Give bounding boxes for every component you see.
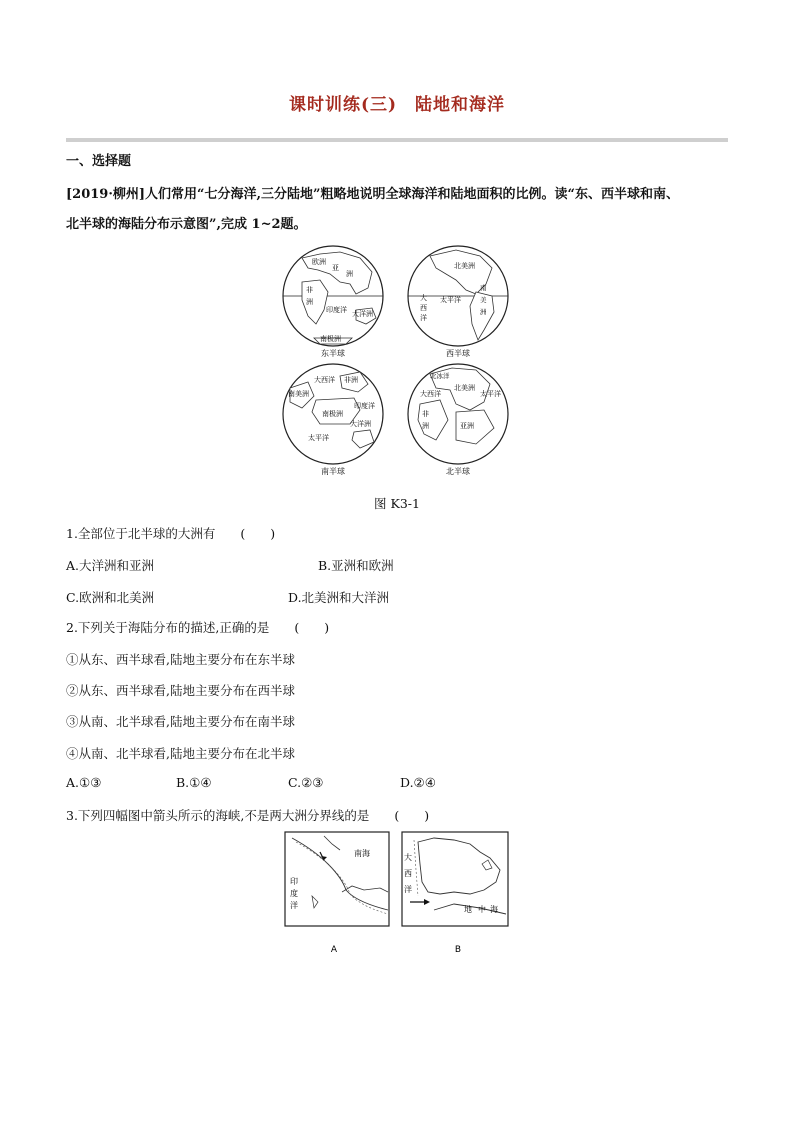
q2-option-b[interactable]: B.①④ [176,775,212,790]
hemisphere-figure [280,244,516,484]
east-label-asia-2: 洲 [346,270,353,278]
page-title: 课时训练(三) 陆地和海洋 [288,95,506,115]
east-label-asia-1: 亚 [332,264,339,272]
q2-item-2: ②从东、西半球看,陆地主要分布在西半球 [66,683,295,698]
south-label-south-america: 南美洲 [288,390,309,398]
section-heading: 一、选择题 [66,154,132,169]
q2-stem: 2.下列关于海陆分布的描述,正确的是 ( ) [66,620,330,635]
east-label-indian-ocean: 印度洋 [326,306,347,314]
map-a-label-indian-2: 度 [290,889,298,898]
map-a [285,832,389,955]
west-label-atlantic-1: 大 [420,294,427,302]
intro-line-2: 北半球的海陆分布示意图”,完成 1~2题。 [66,217,307,232]
strait-maps [284,830,514,960]
east-caption: 东半球 [321,349,345,358]
west-hemisphere-map [408,246,508,358]
map-a-label-indian-3: 洋 [290,901,298,910]
north-label-atlantic: 大西洋 [420,390,441,398]
north-hemisphere-map [408,364,508,476]
west-label-pacific: 太平洋 [440,296,461,304]
east-label-africa-1: 非 [306,286,313,294]
south-hemisphere-map [283,364,383,476]
q2-item-3: ③从南、北半球看,陆地主要分布在南半球 [66,714,295,729]
q1-option-d[interactable]: D.北美洲和大洋洲 [288,590,390,605]
north-label-pacific: 太平洋 [480,390,501,398]
title-divider [66,138,728,142]
q2-item-1: ①从东、西半球看,陆地主要分布在东半球 [66,652,295,667]
figure-caption: 图 K3-1 [374,496,420,511]
north-label-asia: 亚洲 [460,422,474,430]
q1-option-a[interactable]: A.大洋洲和亚洲 [66,558,155,573]
south-label-pacific: 太平洋 [308,434,329,442]
south-label-atlantic: 大西洋 [314,376,335,384]
east-label-oceania: 大洋洲 [352,310,373,318]
map-b-label-atlantic-2: 西 [404,869,412,878]
east-label-antarctica: 南极洲 [320,335,341,343]
east-label-africa-2: 洲 [306,298,313,306]
q1-option-b[interactable]: B.亚洲和欧洲 [318,558,394,573]
south-label-africa: 非洲 [344,376,358,384]
map-b-label-med-1: 地 [464,905,472,914]
q2-item-4: ④从南、北半球看,陆地主要分布在北半球 [66,746,295,761]
south-label-antarctica: 南极洲 [322,410,343,418]
west-label-south-america-2: 美 [480,296,487,304]
north-label-north-america: 北美洲 [454,384,475,392]
north-label-arctic: 北冰洋 [430,372,450,380]
west-label-south-america-3: 洲 [480,308,487,316]
west-label-atlantic-2: 西 [420,304,427,312]
south-label-oceania: 大洋洲 [350,420,371,428]
map-b-caption: B [454,945,462,955]
south-caption: 南半球 [321,467,345,476]
q2-option-a[interactable]: A.①③ [66,775,102,790]
west-label-south-america-1: 南 [480,284,487,292]
map-b-label-atlantic-1: 大 [404,853,412,862]
east-label-europe: 欧洲 [312,258,326,266]
q3-stem: 3.下列四幅图中箭头所示的海峡,不是两大洲分界线的是 ( ) [66,808,430,823]
q2-option-c[interactable]: C.②③ [288,775,324,790]
map-b-label-med-3: 海 [490,905,498,914]
map-a-caption: A [330,945,338,955]
q1-stem: 1.全部位于北半球的大洲有 ( ) [66,526,276,541]
map-b-label-med-2: 中 [478,905,486,914]
q1-option-c[interactable]: C.欧洲和北美洲 [66,590,155,605]
north-label-africa-1: 非 [422,410,429,418]
west-label-north-america: 北美洲 [454,262,475,270]
intro-line-1: [2019·柳州]人们常用“七分海洋,三分陆地”粗略地说明全球海洋和陆地面积的比例。读“东、西半球和南、 [66,187,679,202]
map-b-label-atlantic-3: 洋 [404,885,412,894]
east-hemisphere-map [283,246,383,358]
south-label-indian-ocean: 印度洋 [354,402,375,410]
map-a-label-south-china-sea: 南海 [354,849,370,858]
intro-text [66,180,736,240]
west-caption: 西半球 [446,349,470,358]
q2-option-d[interactable]: D.②④ [400,775,436,790]
north-caption: 北半球 [446,467,470,476]
north-label-africa-2: 洲 [422,422,429,430]
map-a-label-indian-1: 印 [290,877,298,886]
west-label-atlantic-3: 洋 [420,314,427,322]
map-b [402,832,508,955]
